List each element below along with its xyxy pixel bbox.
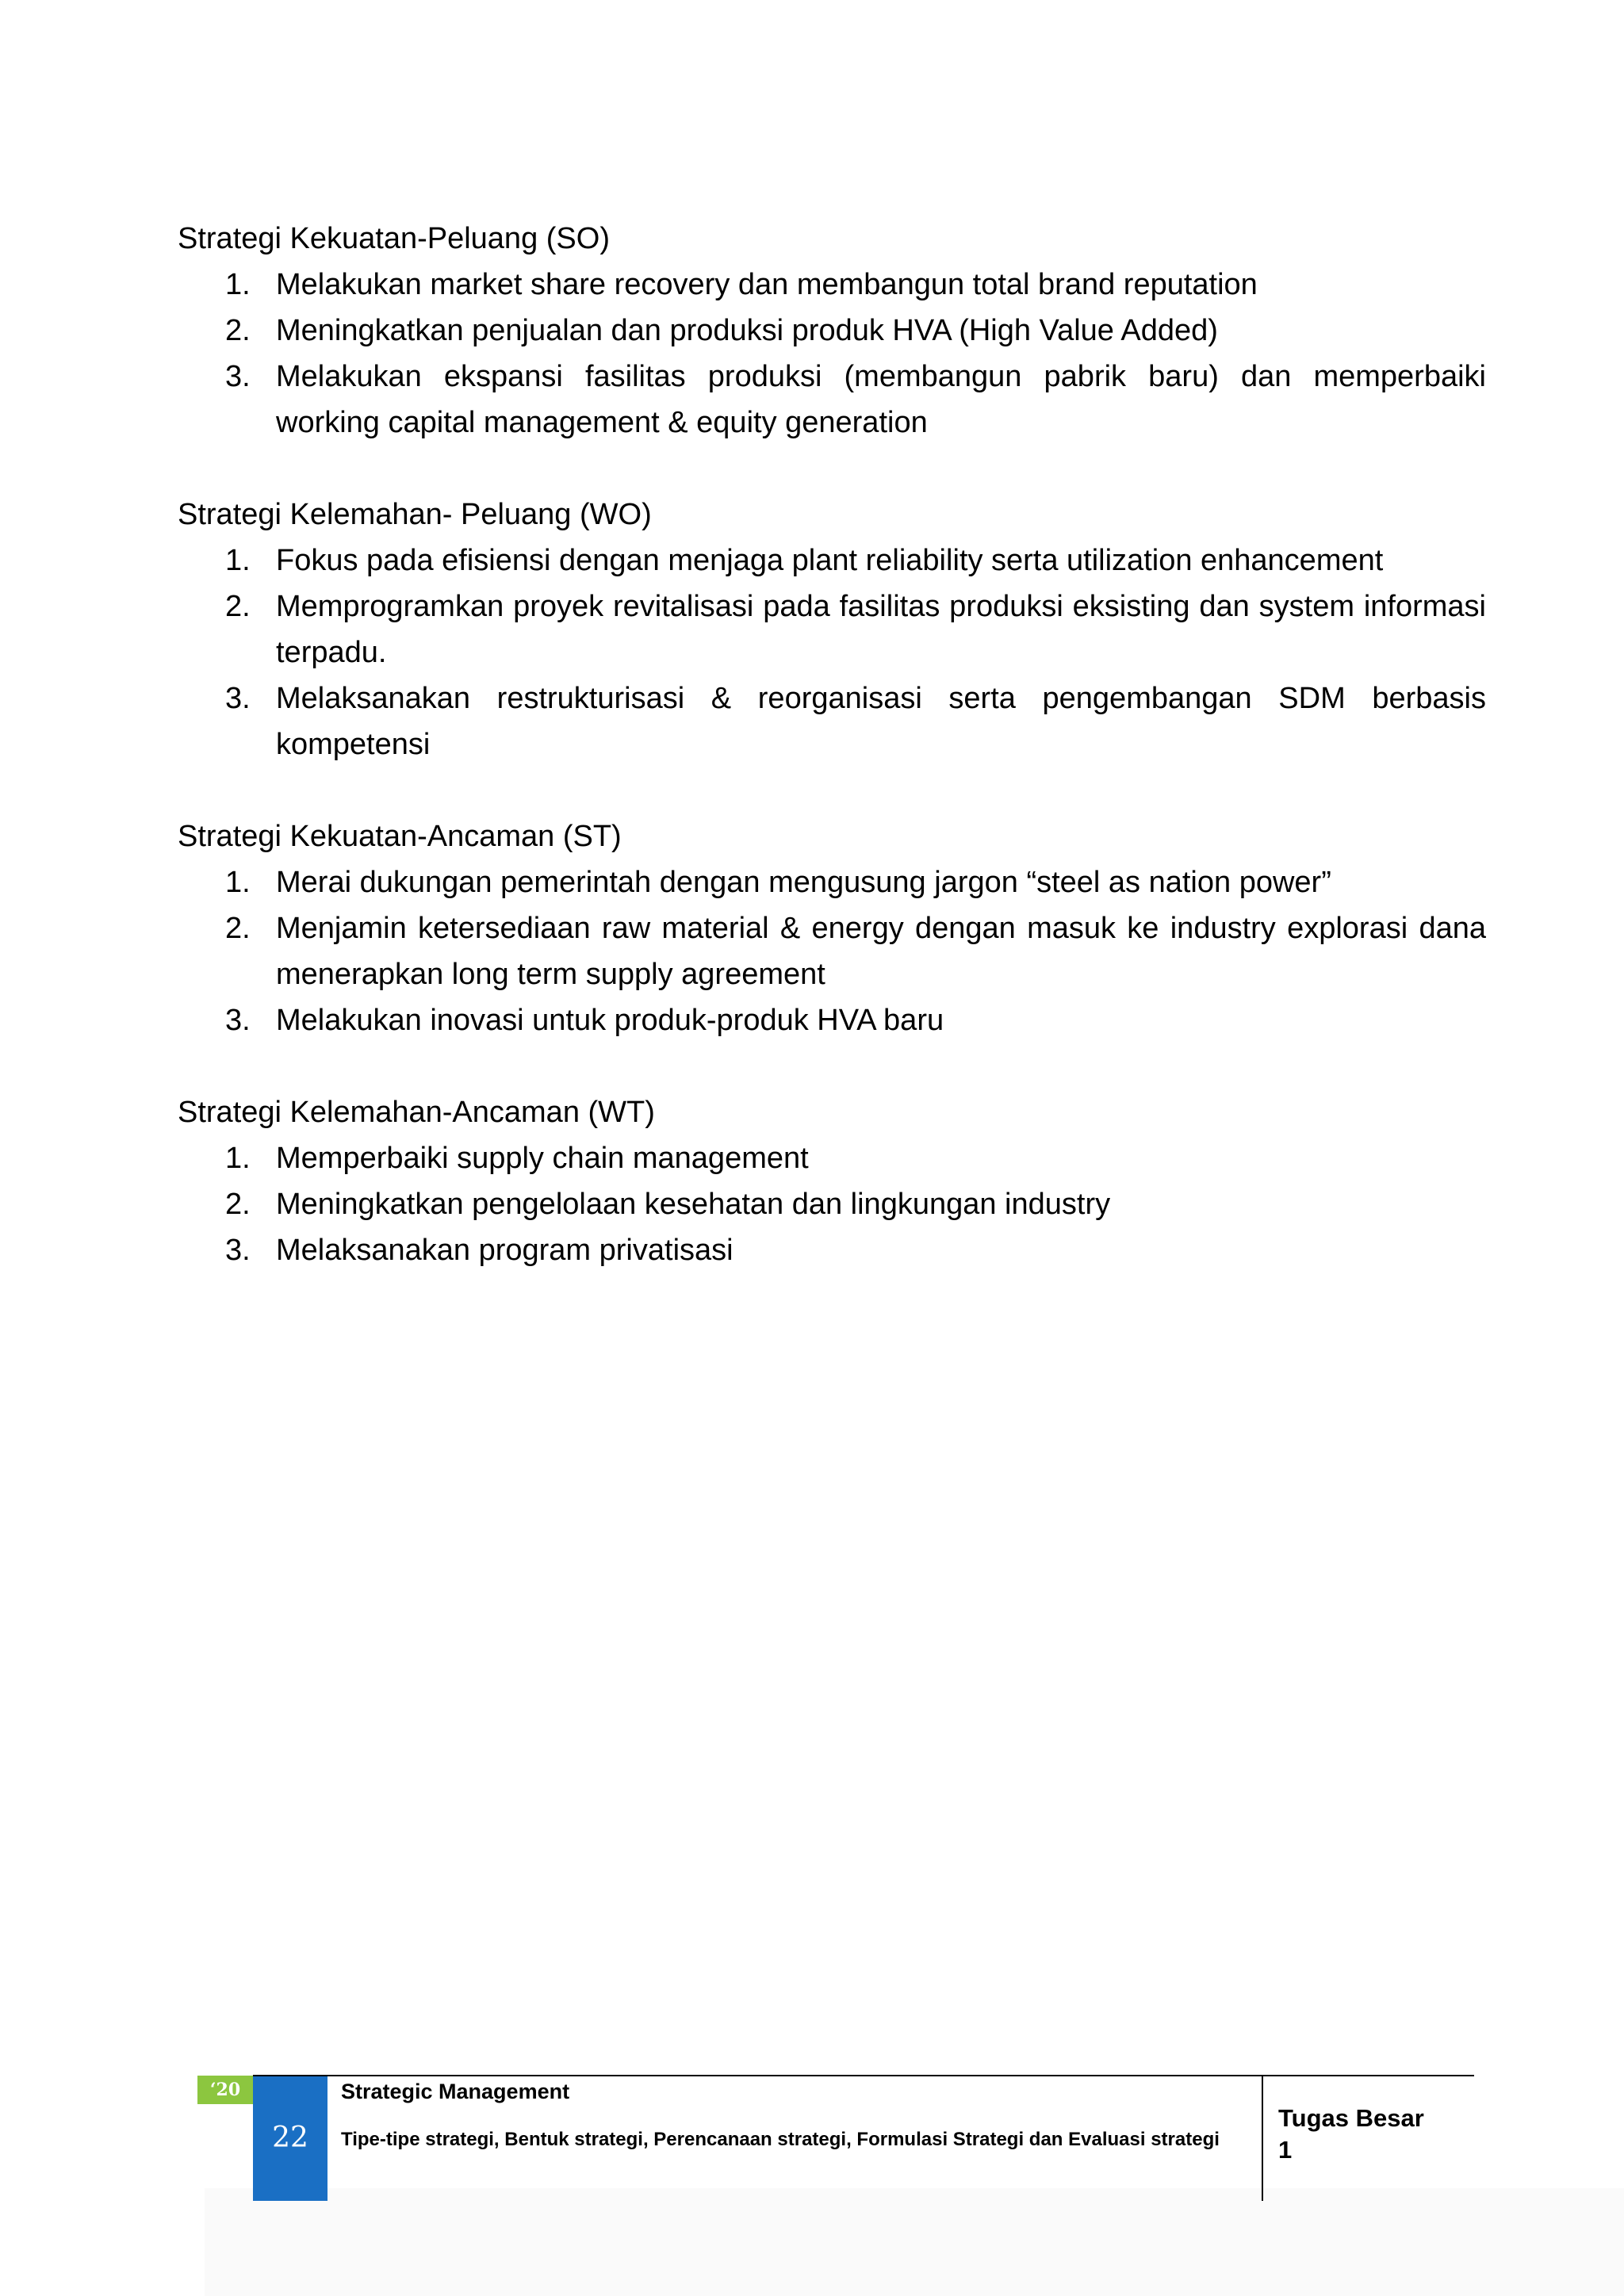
item-text: Melaksanakan restrukturisasi & reorganisasi serta pengembangan SDM berbasis kompetensi [276,682,1486,761]
item-text: Menjamin ketersediaan raw material & energy dengan masuk ke industry explorasi dana menerapkan long term supply agreement [276,912,1486,991]
footer-vertical-divider [1262,2076,1263,2201]
strategy-list [178,1135,1486,1273]
item-text: Memperbaiki supply chain management [276,1142,809,1175]
item-text: Melaksanakan program privatisasi [276,1234,733,1267]
item-text: Melakukan ekspansi fasilitas produksi (membangun pabrik baru) dan memperbaiki working capital management & equity generation [276,360,1486,439]
item-text: Fokus pada efisiensi dengan menjaga plant reliability serta utilization enhancement [276,544,1384,577]
page-number: 22 [253,2076,327,2201]
item-text: Melakukan market share recovery dan membangun total brand reputation [276,268,1258,301]
list-item [178,584,1486,675]
list-item [178,997,1486,1043]
item-number: 3. [225,1004,251,1037]
section-st [178,813,1486,1043]
strategy-list [178,859,1486,1043]
list-item [178,262,1486,308]
section-wo [178,492,1486,767]
section-title: Strategi Kekuatan-Ancaman (ST) [178,820,622,853]
course-title: Strategic Management [341,2080,570,2103]
section-wt [178,1089,1486,1273]
list-item [178,538,1486,584]
footer-background [205,2188,1624,2296]
item-number: 2. [225,1188,251,1221]
item-text: Melakukan inovasi untuk produk-produk HVA baru [276,1004,944,1037]
strategy-list [178,262,1486,446]
list-item [178,675,1486,767]
document-label [1278,2103,1453,2166]
list-item [178,354,1486,446]
section-title: Strategi Kelemahan-Ancaman (WT) [178,1096,655,1129]
item-number: 2. [225,912,251,945]
item-number: 3. [225,682,251,715]
item-number: 3. [225,1234,251,1267]
item-text: Memprogramkan proyek revitalisasi pada fasilitas produksi eksisting dan system informasi terpadu. [276,590,1486,669]
document-label-line2: 1 [1278,2136,1293,2164]
list-item [178,859,1486,905]
list-item [178,905,1486,997]
footer-divider [253,2075,1474,2076]
item-number: 1. [225,544,251,577]
section-so [178,216,1486,446]
item-number: 2. [225,590,251,623]
document-body [178,216,1486,1319]
item-number: 1. [225,866,251,899]
list-item [178,1135,1486,1181]
item-number: 2. [225,314,251,347]
course-subtitle: Tipe-tipe strategi, Bentuk strategi, Perencanaan strategi, Formulasi Strategi dan Evaluasi strategi [341,2129,1220,2150]
item-number: 1. [225,268,251,301]
list-item [178,1181,1486,1227]
year-tab: ‘20 [197,2076,253,2104]
item-text: Meningkatkan pengelolaan kesehatan dan lingkungan industry [276,1188,1111,1221]
item-text: Meningkatkan penjualan dan produksi produk HVA (High Value Added) [276,314,1218,347]
list-item [178,1227,1486,1273]
item-text: Merai dukungan pemerintah dengan mengusung jargon “steel as nation power” [276,866,1331,899]
section-title: Strategi Kelemahan- Peluang (WO) [178,498,652,531]
section-title: Strategi Kekuatan-Peluang (SO) [178,222,610,255]
list-item [178,308,1486,354]
item-number: 1. [225,1142,251,1175]
strategy-list [178,538,1486,767]
item-number: 3. [225,360,251,393]
document-label-line1: Tugas Besar [1278,2104,1424,2132]
